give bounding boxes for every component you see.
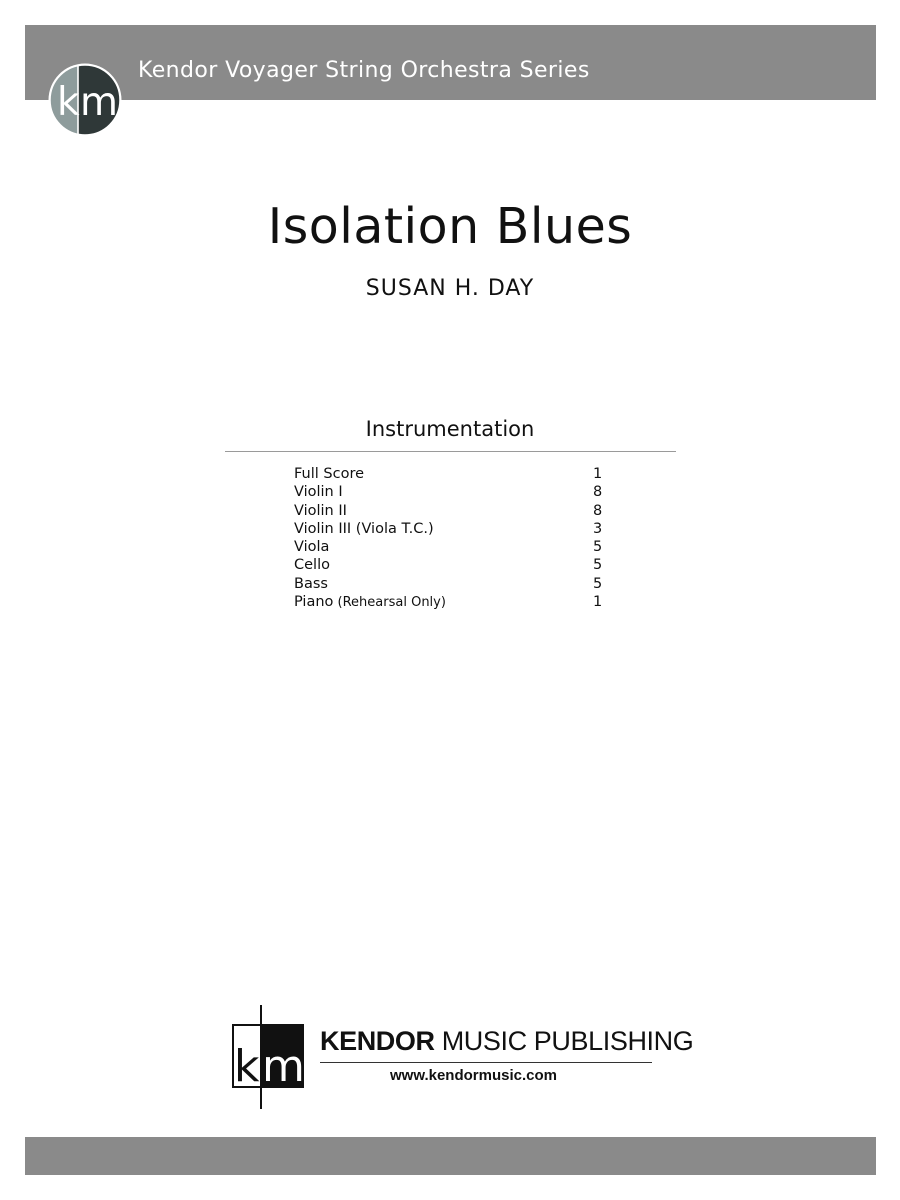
footer-band <box>25 1137 876 1175</box>
part-name: Piano (Rehearsal Only) <box>294 594 446 611</box>
km-badge-logo <box>48 63 122 137</box>
part-count: 8 <box>593 502 603 519</box>
kendor-km-logo <box>226 1003 310 1113</box>
part-name: Violin II <box>294 502 347 519</box>
composer-name: SUSAN H. DAY <box>365 276 535 301</box>
publisher-url: www.kendormusic.com <box>390 1067 557 1084</box>
instrumentation-row <box>294 502 614 520</box>
part-count: 5 <box>593 557 603 574</box>
part-name: Full Score <box>294 466 365 482</box>
part-count: 8 <box>593 484 603 501</box>
instrumentation-heading: Instrumentation <box>365 417 535 441</box>
svg-text:k: k <box>57 80 80 125</box>
svg-text:k: k <box>234 1041 260 1092</box>
instrumentation-row <box>294 538 614 556</box>
piece-title: Isolation Blues <box>267 198 633 255</box>
part-count: 1 <box>593 466 603 482</box>
instrumentation-row <box>294 593 614 611</box>
part-name: Violin III (Viola T.C.) <box>294 520 434 537</box>
instrumentation-row <box>294 556 614 574</box>
part-name: Viola <box>294 539 330 556</box>
part-name: Violin I <box>294 484 343 501</box>
svg-text:m: m <box>262 1041 305 1092</box>
part-name: Bass <box>294 575 328 592</box>
svg-text:m: m <box>80 80 118 125</box>
part-name: Cello <box>294 557 330 574</box>
instrumentation-list <box>294 465 614 611</box>
instrumentation-row <box>294 520 614 538</box>
instrumentation-divider <box>225 451 676 452</box>
instrumentation-row <box>294 465 614 483</box>
part-count: 3 <box>593 520 603 537</box>
part-count: 5 <box>593 575 603 592</box>
instrumentation-row <box>294 483 614 501</box>
publisher-divider <box>320 1062 652 1063</box>
part-count: 1 <box>593 594 603 611</box>
instrumentation-row <box>294 575 614 593</box>
publisher-name: KENDOR MUSIC PUBLISHING <box>320 1026 694 1056</box>
series-title: Kendor Voyager String Orchestra Series <box>138 58 590 83</box>
part-count: 5 <box>593 539 603 556</box>
